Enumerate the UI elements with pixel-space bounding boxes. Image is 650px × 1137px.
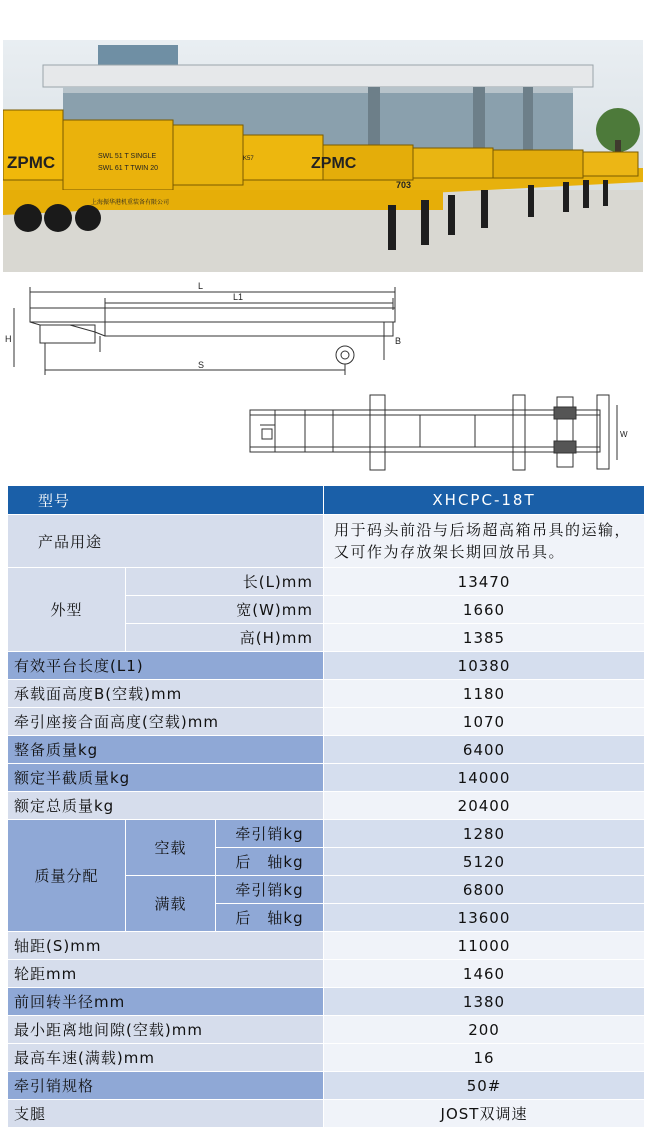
wheelbase-value: 11000 [324,932,645,960]
photo-brand-2: ZPMC [311,155,357,172]
photo-brand-1: ZPMC [7,153,56,172]
curb-label: 整备质量kg [8,736,324,764]
spec-row-clearance [8,1016,645,1044]
spec-row-usage [8,515,645,568]
gross-value: 20400 [324,792,645,820]
spec-row-turn [8,988,645,1016]
spec-row-curb [8,736,645,764]
kingpin-spec-value: 50# [324,1072,645,1100]
semi-label: 额定半截质量kg [8,764,324,792]
spec-row-semi [8,764,645,792]
photo-sign-line1: SWL 51 T SINGLE [98,153,157,160]
turn-label: 前回转半径mm [8,988,324,1016]
full-rear-label: 后 轴kg [216,904,324,932]
full-rear-value: 13600 [324,904,645,932]
spec-table [7,485,645,1128]
coupling-value: 1070 [324,708,645,736]
spec-row-length [8,568,645,596]
spec-row-wheelbase [8,932,645,960]
deck-value: 1180 [324,680,645,708]
photo-unit-no-1: 703 [396,180,412,190]
spec-row-speed [8,1044,645,1072]
photo-unit-no-2: K57 [243,156,254,162]
speed-label: 最高车速(满载)mm [8,1044,324,1072]
semi-value: 14000 [324,764,645,792]
length-label: 长(L)mm [126,568,324,596]
spec-row-kingpin-spec [8,1072,645,1100]
label-B: B [395,336,402,346]
spec-row-deck [8,680,645,708]
clearance-label: 最小距离地间隙(空载)mm [8,1016,324,1044]
label-L1: L1 [233,292,244,302]
usage-value: 用于码头前沿与后场超高箱吊具的运输，又可作为存放架长期回放吊具。 [324,515,645,568]
width-label: 宽(W)mm [126,596,324,624]
height-label: 高(H)mm [126,624,324,652]
empty-label: 空载 [126,820,216,876]
full-kingpin-label: 牵引销kg [216,876,324,904]
trailer-photo [3,40,643,272]
track-value: 1460 [324,960,645,988]
label-L: L [198,281,204,291]
gross-label: 额定总质量kg [8,792,324,820]
label-W: W [620,430,628,439]
height-value: 1385 [324,624,645,652]
spec-row-track [8,960,645,988]
kingpin-spec-label: 牵引销规格 [8,1072,324,1100]
full-kingpin-value: 6800 [324,876,645,904]
spec-row-dist-empty-kingpin [8,820,645,848]
dist-label: 质量分配 [8,820,126,932]
photo-company: 上海振华港机重装备有限公司 [91,199,170,206]
model-value: XHCPC-18T [324,486,645,515]
wheelbase-label: 轴距(S)mm [8,932,324,960]
platform-value: 10380 [324,652,645,680]
shape-label: 外型 [8,568,126,652]
width-value: 1660 [324,596,645,624]
usage-label: 产品用途 [8,515,324,568]
empty-kingpin-label: 牵引销kg [216,820,324,848]
clearance-value: 200 [324,1016,645,1044]
platform-label: 有效平台长度(L1) [8,652,324,680]
deck-label: 承载面高度B(空载)mm [8,680,324,708]
legs-value: JOST双调速 [324,1100,645,1128]
spec-header-row [8,486,645,515]
curb-value: 6400 [324,736,645,764]
spec-row-legs [8,1100,645,1128]
full-label: 满载 [126,876,216,932]
spec-row-platform [8,652,645,680]
spec-row-gross [8,792,645,820]
plan-view-drawing [245,385,640,475]
spec-row-coupling [8,708,645,736]
coupling-label: 牵引座接合面高度(空载)mm [8,708,324,736]
model-label: 型号 [8,486,324,515]
side-elevation-drawing [0,280,430,380]
empty-rear-label: 后 轴kg [216,848,324,876]
legs-label: 支腿 [8,1100,324,1128]
photo-sign-line2: SWL 61 T TWIN 20 [98,165,159,172]
speed-value: 16 [324,1044,645,1072]
empty-rear-value: 5120 [324,848,645,876]
track-label: 轮距mm [8,960,324,988]
turn-value: 1380 [324,988,645,1016]
label-H: H [5,334,12,344]
label-S: S [198,360,205,370]
empty-kingpin-value: 1280 [324,820,645,848]
length-value: 13470 [324,568,645,596]
